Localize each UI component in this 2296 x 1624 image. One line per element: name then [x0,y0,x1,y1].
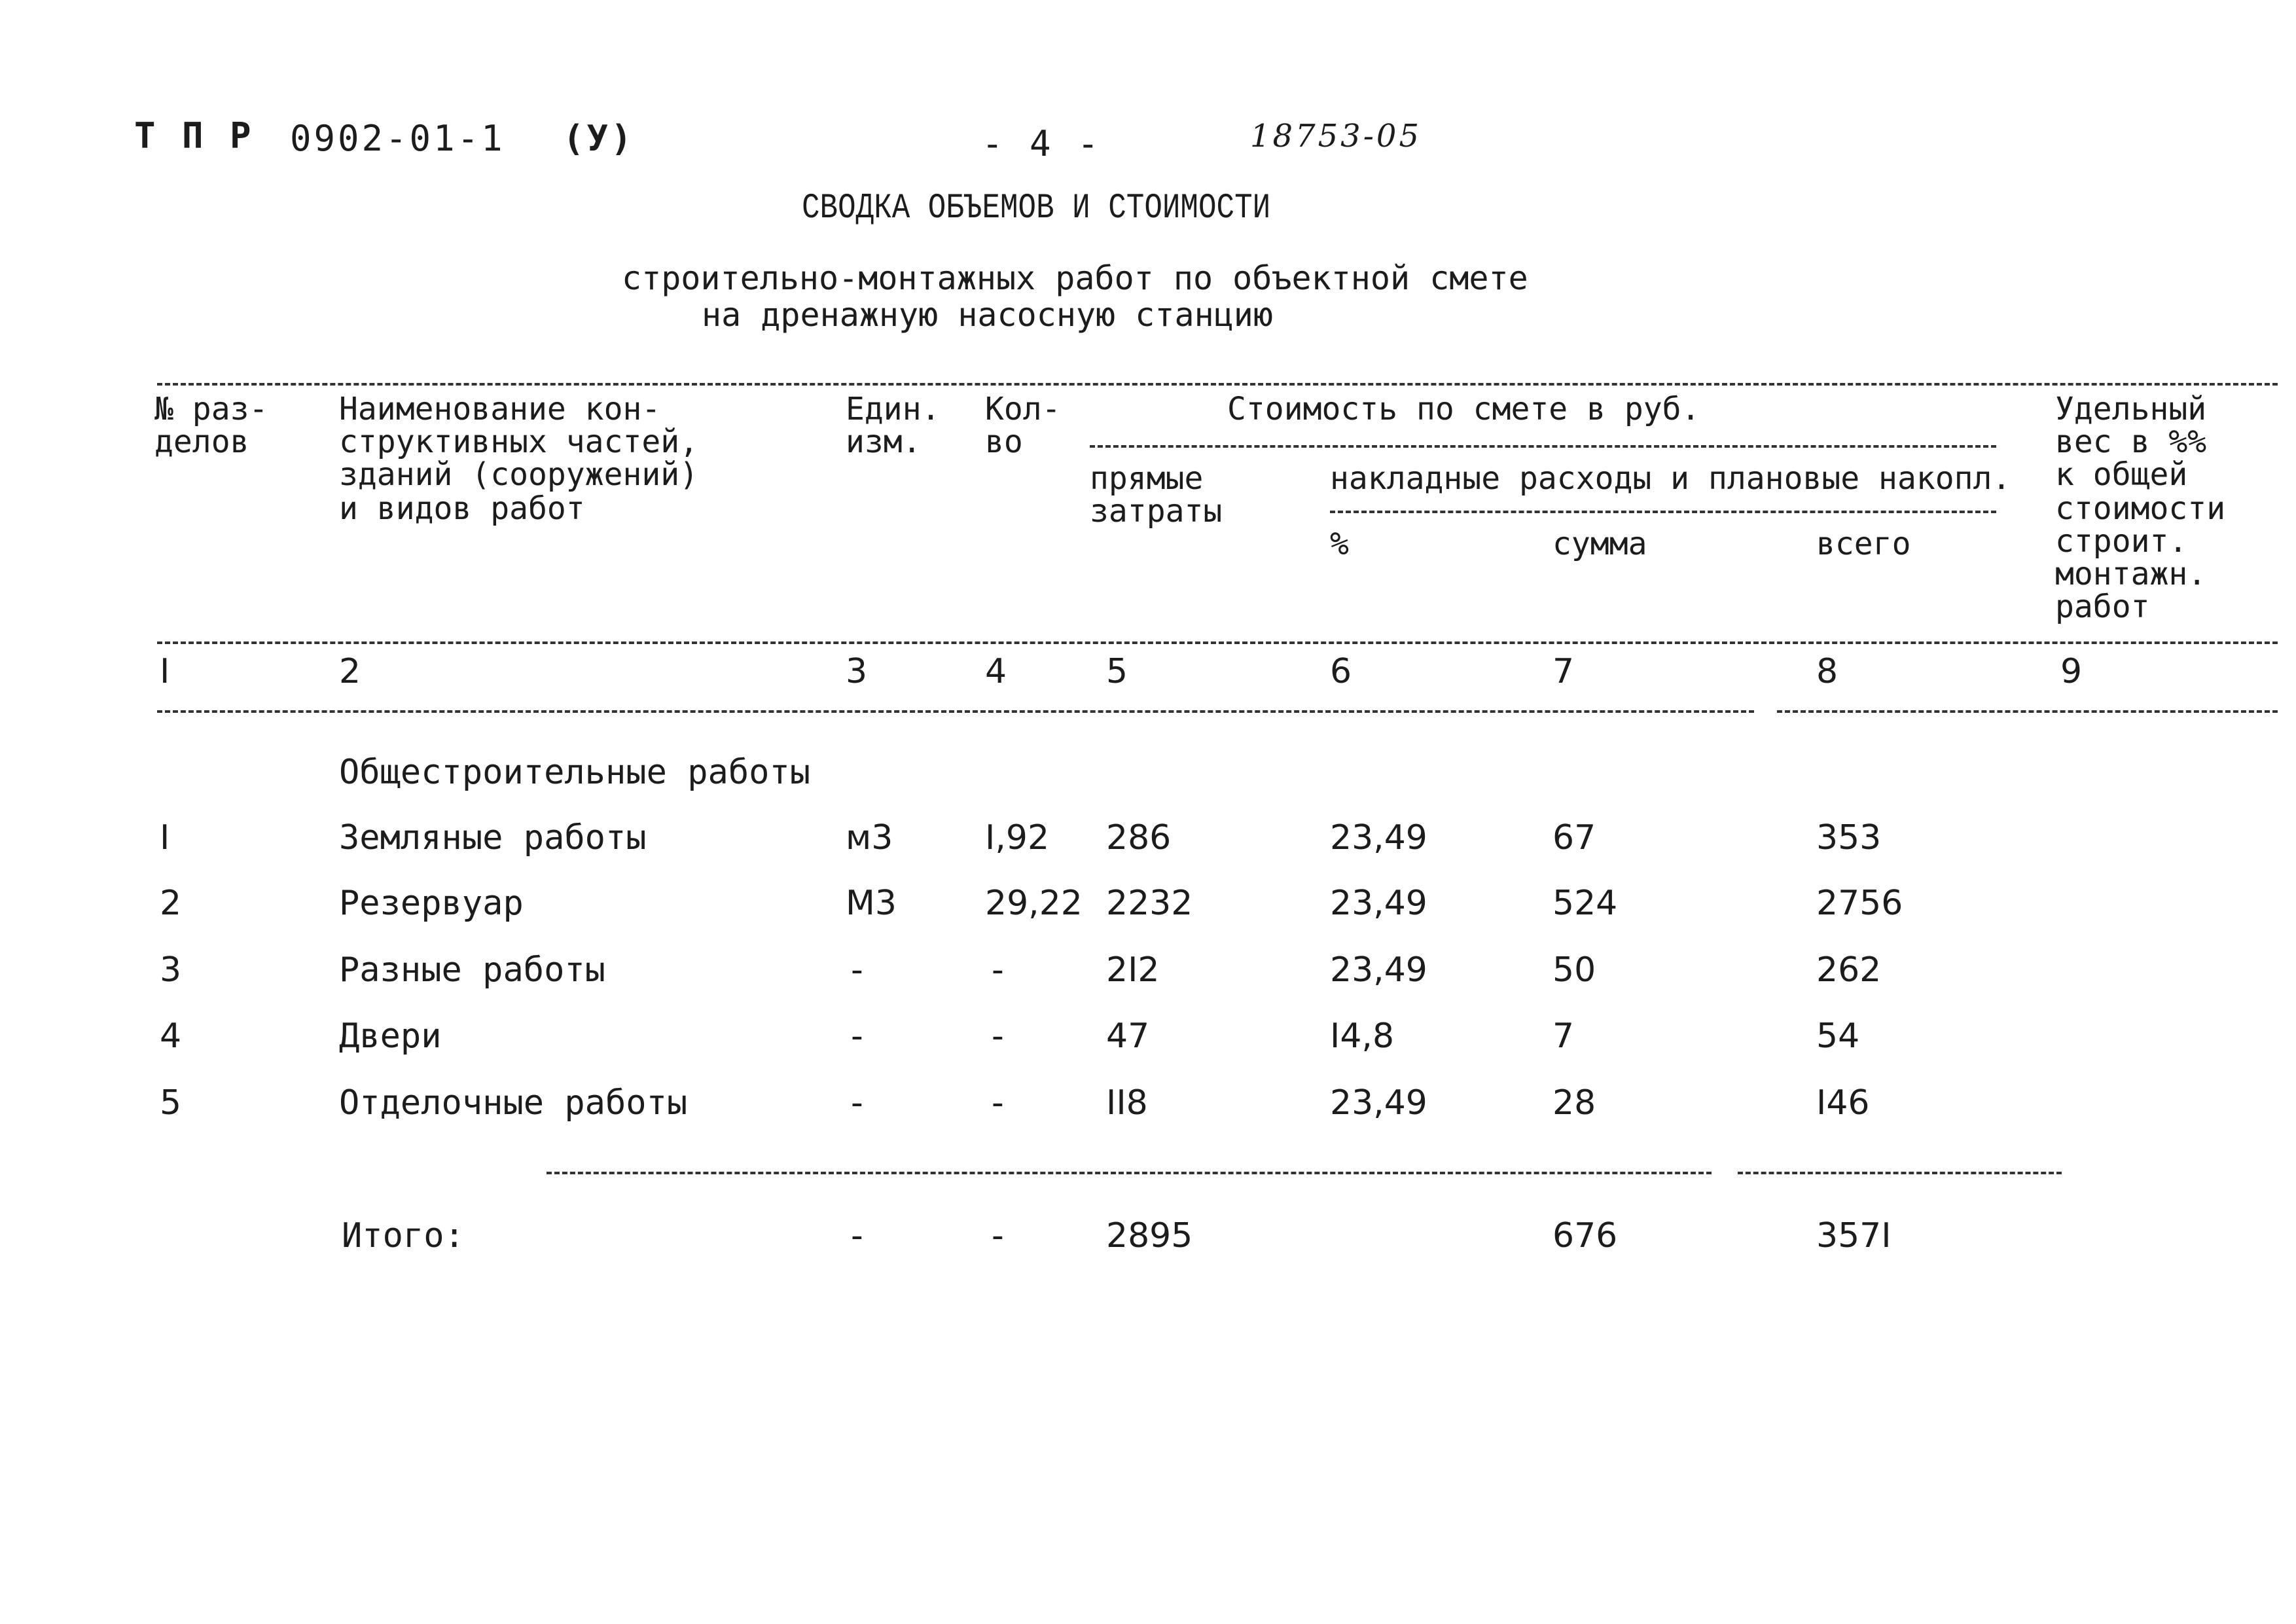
row-pct: 23,49 [1330,818,1427,857]
header-col4-line1: Кол- [985,391,1061,427]
total-unit: - [851,1216,863,1255]
page-number: - 4 - [982,123,1102,164]
row-sum: 524 [1552,884,1618,923]
header-col1-line2: делов [154,424,249,460]
row-unit: М3 [846,884,897,923]
row-direct: 2I2 [1106,950,1160,990]
column-numbers-top-rule [157,641,2278,644]
row-total: I46 [1816,1083,1870,1123]
row-qty: 29,22 [985,884,1083,923]
row-pct: I4,8 [1330,1017,1395,1056]
row-total: 2756 [1816,884,1903,923]
header-col9-line1: Удельный [2055,391,2207,427]
row-total: 262 [1816,950,1882,990]
header-col9-line3: к общей [2055,456,2188,493]
header-col4-line2: во [985,424,1023,460]
column-number-3: 3 [846,652,868,691]
row-direct: 47 [1106,1017,1150,1056]
column-number-4: 4 [985,652,1007,691]
row-unit: м3 [846,818,893,857]
header-col3-line2: изм. [846,424,922,460]
header-col6: % [1330,526,1349,562]
subtitle-line2: на дренажную насосную станцию [702,296,1273,334]
total-top-rule [547,1172,1712,1174]
row-qty: - [992,1017,1004,1056]
table-top-rule [157,383,2278,386]
row-total: 54 [1816,1017,1860,1056]
column-number-7: 7 [1552,652,1575,691]
header-col9-line7: работ [2055,588,2150,625]
total-qty: - [992,1216,1004,1255]
column-number-9: 9 [2060,652,2083,691]
header-col9-line5: строит. [2055,523,2188,560]
row-qty: - [992,1083,1004,1123]
row-number: 5 [160,1083,182,1123]
header-overhead-group: накладные расходы и плановые накопл. [1330,460,2011,497]
total-label: Итого: [342,1216,465,1255]
row-unit: - [851,950,863,990]
row-name: Резервуар [339,884,524,923]
row-unit: - [851,1017,863,1056]
total-top-rule-right [1738,1172,2062,1174]
row-direct: 2232 [1106,884,1193,923]
row-direct: II8 [1106,1083,1148,1123]
header-col2-line3: зданий (сооружений) [339,456,699,493]
row-name: Двери [339,1017,442,1056]
cost-group-rule [1090,445,1996,448]
subtitle-line1: строительно-монтажных работ по объектной смете [622,259,1528,297]
header-col5-line2: затраты [1090,493,1223,530]
column-number-5: 5 [1106,652,1128,691]
row-direct: 286 [1106,818,1172,857]
total-direct: 2895 [1106,1216,1193,1255]
row-number: I [160,818,170,857]
total-total: 357I [1816,1216,1892,1255]
page-title: СВОДКА ОБЪЕМОВ И СТОИМОСТИ [802,189,1271,228]
header-col9-line6: монтажн. [2055,556,2207,592]
row-name: Разные работы [339,950,605,990]
header-col9-line2: вес в %% [2055,424,2207,460]
column-numbers-bottom-rule [157,710,1754,713]
doc-code: Т П Р [134,115,254,156]
row-name: Земляные работы [339,818,647,857]
row-number: 3 [160,950,182,990]
doc-number: 18753-05 [1250,118,1422,154]
row-sum: 67 [1552,818,1596,857]
row-qty: - [992,950,1004,990]
column-number-6: 6 [1330,652,1352,691]
column-number-1: I [160,652,170,691]
header-col2-line2: структивных частей, [339,424,699,460]
row-pct: 23,49 [1330,1083,1427,1123]
row-pct: 23,49 [1330,950,1427,990]
row-sum: 7 [1552,1017,1575,1056]
row-name: Отделочные работы [339,1083,688,1123]
row-sum: 50 [1552,950,1596,990]
header-col2-line1: Наименование кон- [339,391,661,427]
header-col3-line1: Един. [846,391,941,427]
header-col1-line1: № раз- [154,391,268,427]
column-numbers-bottom-rule-right [1777,710,2278,713]
total-sum: 676 [1552,1216,1618,1255]
row-unit: - [851,1083,863,1123]
header-col9-line4: стоимости [2055,490,2226,527]
header-col2-line4: и видов работ [339,490,585,527]
row-sum: 28 [1552,1083,1596,1123]
row-qty: I,92 [985,818,1050,857]
doc-variant: (У) [563,118,635,159]
header-col7: сумма [1552,526,1647,562]
row-total: 353 [1816,818,1882,857]
column-number-8: 8 [1816,652,1839,691]
column-number-2: 2 [339,652,361,691]
row-number: 4 [160,1017,182,1056]
header-col5-line1: прямые [1090,460,1204,497]
section-title: Общестроительные работы [339,753,811,792]
overhead-group-rule [1330,511,1996,513]
header-col8: всего [1816,526,1911,562]
header-cost-group: Стоимость по смете в руб. [1227,391,1700,427]
row-pct: 23,49 [1330,884,1427,923]
row-number: 2 [160,884,182,923]
doc-series: 0902-01-1 [290,118,505,159]
